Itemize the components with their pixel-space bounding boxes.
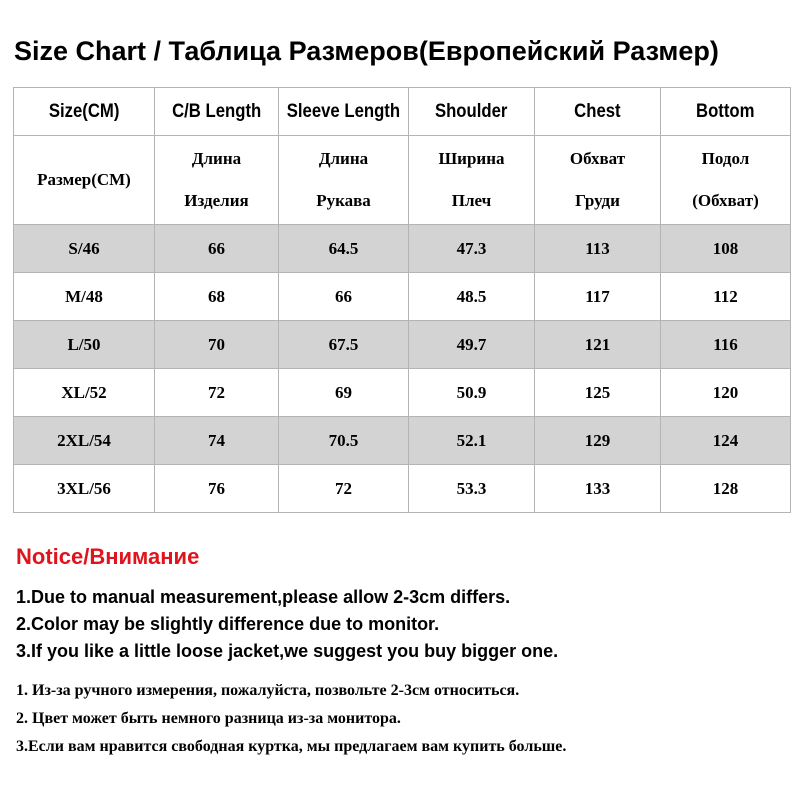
table-cell: 116 — [661, 321, 791, 369]
table-cell: 64.5 — [279, 225, 409, 273]
table-cell: 69 — [279, 369, 409, 417]
table-cell: 124 — [661, 417, 791, 465]
table-cell: L/50 — [14, 321, 155, 369]
table-cell: 108 — [661, 225, 791, 273]
table-cell: 53.3 — [409, 465, 535, 513]
table-cell: 2XL/54 — [14, 417, 155, 465]
notice-item: 1. Из-за ручного измерения, пожалуйста, позвольте 2-3см относиться. — [16, 682, 520, 699]
size-chart-table — [13, 87, 791, 513]
table-cell: 50.9 — [409, 369, 535, 417]
notice-item: 3.If you like a little loose jacket,we suggest you buy bigger one. — [16, 641, 559, 661]
header-cell: Size(CM) — [14, 88, 155, 136]
header-row-english — [14, 88, 791, 136]
table-cell: 125 — [535, 369, 661, 417]
table-cell: 49.7 — [409, 321, 535, 369]
header-cell: Размер(CM) — [14, 136, 155, 225]
table-cell: 70.5 — [279, 417, 409, 465]
header-row-russian — [14, 136, 791, 225]
header-cell: Shoulder — [409, 88, 535, 136]
table-cell: 113 — [535, 225, 661, 273]
table-cell: 72 — [279, 465, 409, 513]
table-cell: 76 — [155, 465, 279, 513]
table-row — [14, 417, 791, 465]
table-cell: 67.5 — [279, 321, 409, 369]
table-cell: 3XL/56 — [14, 465, 155, 513]
notice-item: 2.Color may be slightly difference due to monitor. — [16, 614, 440, 634]
table-row — [14, 321, 791, 369]
table-cell: 48.5 — [409, 273, 535, 321]
header-cell: Chest — [535, 88, 661, 136]
notice-title: Notice/Внимание — [16, 544, 200, 569]
notice-list-english — [16, 584, 558, 665]
table-cell: XL/52 — [14, 369, 155, 417]
table-cell: 129 — [535, 417, 661, 465]
table-cell: 121 — [535, 321, 661, 369]
notice-item: 3.Если вам нравится свободная куртка, мы предлагаем вам купить больше. — [16, 738, 567, 755]
header-cell: Длина Рукава — [279, 136, 409, 225]
notice-item: 2. Цвет может быть немного разница из-за монитора. — [16, 710, 401, 727]
table-cell: 72 — [155, 369, 279, 417]
table-cell: 120 — [661, 369, 791, 417]
table-row — [14, 225, 791, 273]
table-cell: 52.1 — [409, 417, 535, 465]
page-title: Size Chart / Таблица Размеров(Европейский Размер) — [14, 36, 719, 66]
table-cell: M/48 — [14, 273, 155, 321]
header-cell: Обхват Груди — [535, 136, 661, 225]
table-cell: 128 — [661, 465, 791, 513]
header-cell: Ширина Плеч — [409, 136, 535, 225]
header-cell: Подол (Обхват) — [661, 136, 791, 225]
header-cell: Bottom — [661, 88, 791, 136]
header-cell: C/B Length — [155, 88, 279, 136]
header-cell: Sleeve Length — [279, 88, 409, 136]
table-cell: S/46 — [14, 225, 155, 273]
table-row — [14, 465, 791, 513]
table-cell: 68 — [155, 273, 279, 321]
table-cell: 74 — [155, 417, 279, 465]
table-row — [14, 369, 791, 417]
table-cell: 112 — [661, 273, 791, 321]
table-cell: 66 — [279, 273, 409, 321]
table-cell: 66 — [155, 225, 279, 273]
notice-list-russian — [16, 677, 566, 761]
notice-item: 1.Due to manual measurement,please allow 2-3cm differs. — [16, 587, 511, 607]
table-cell: 133 — [535, 465, 661, 513]
table-cell: 70 — [155, 321, 279, 369]
table-cell: 117 — [535, 273, 661, 321]
table-row — [14, 273, 791, 321]
header-cell: Длина Изделия — [155, 136, 279, 225]
table-cell: 47.3 — [409, 225, 535, 273]
